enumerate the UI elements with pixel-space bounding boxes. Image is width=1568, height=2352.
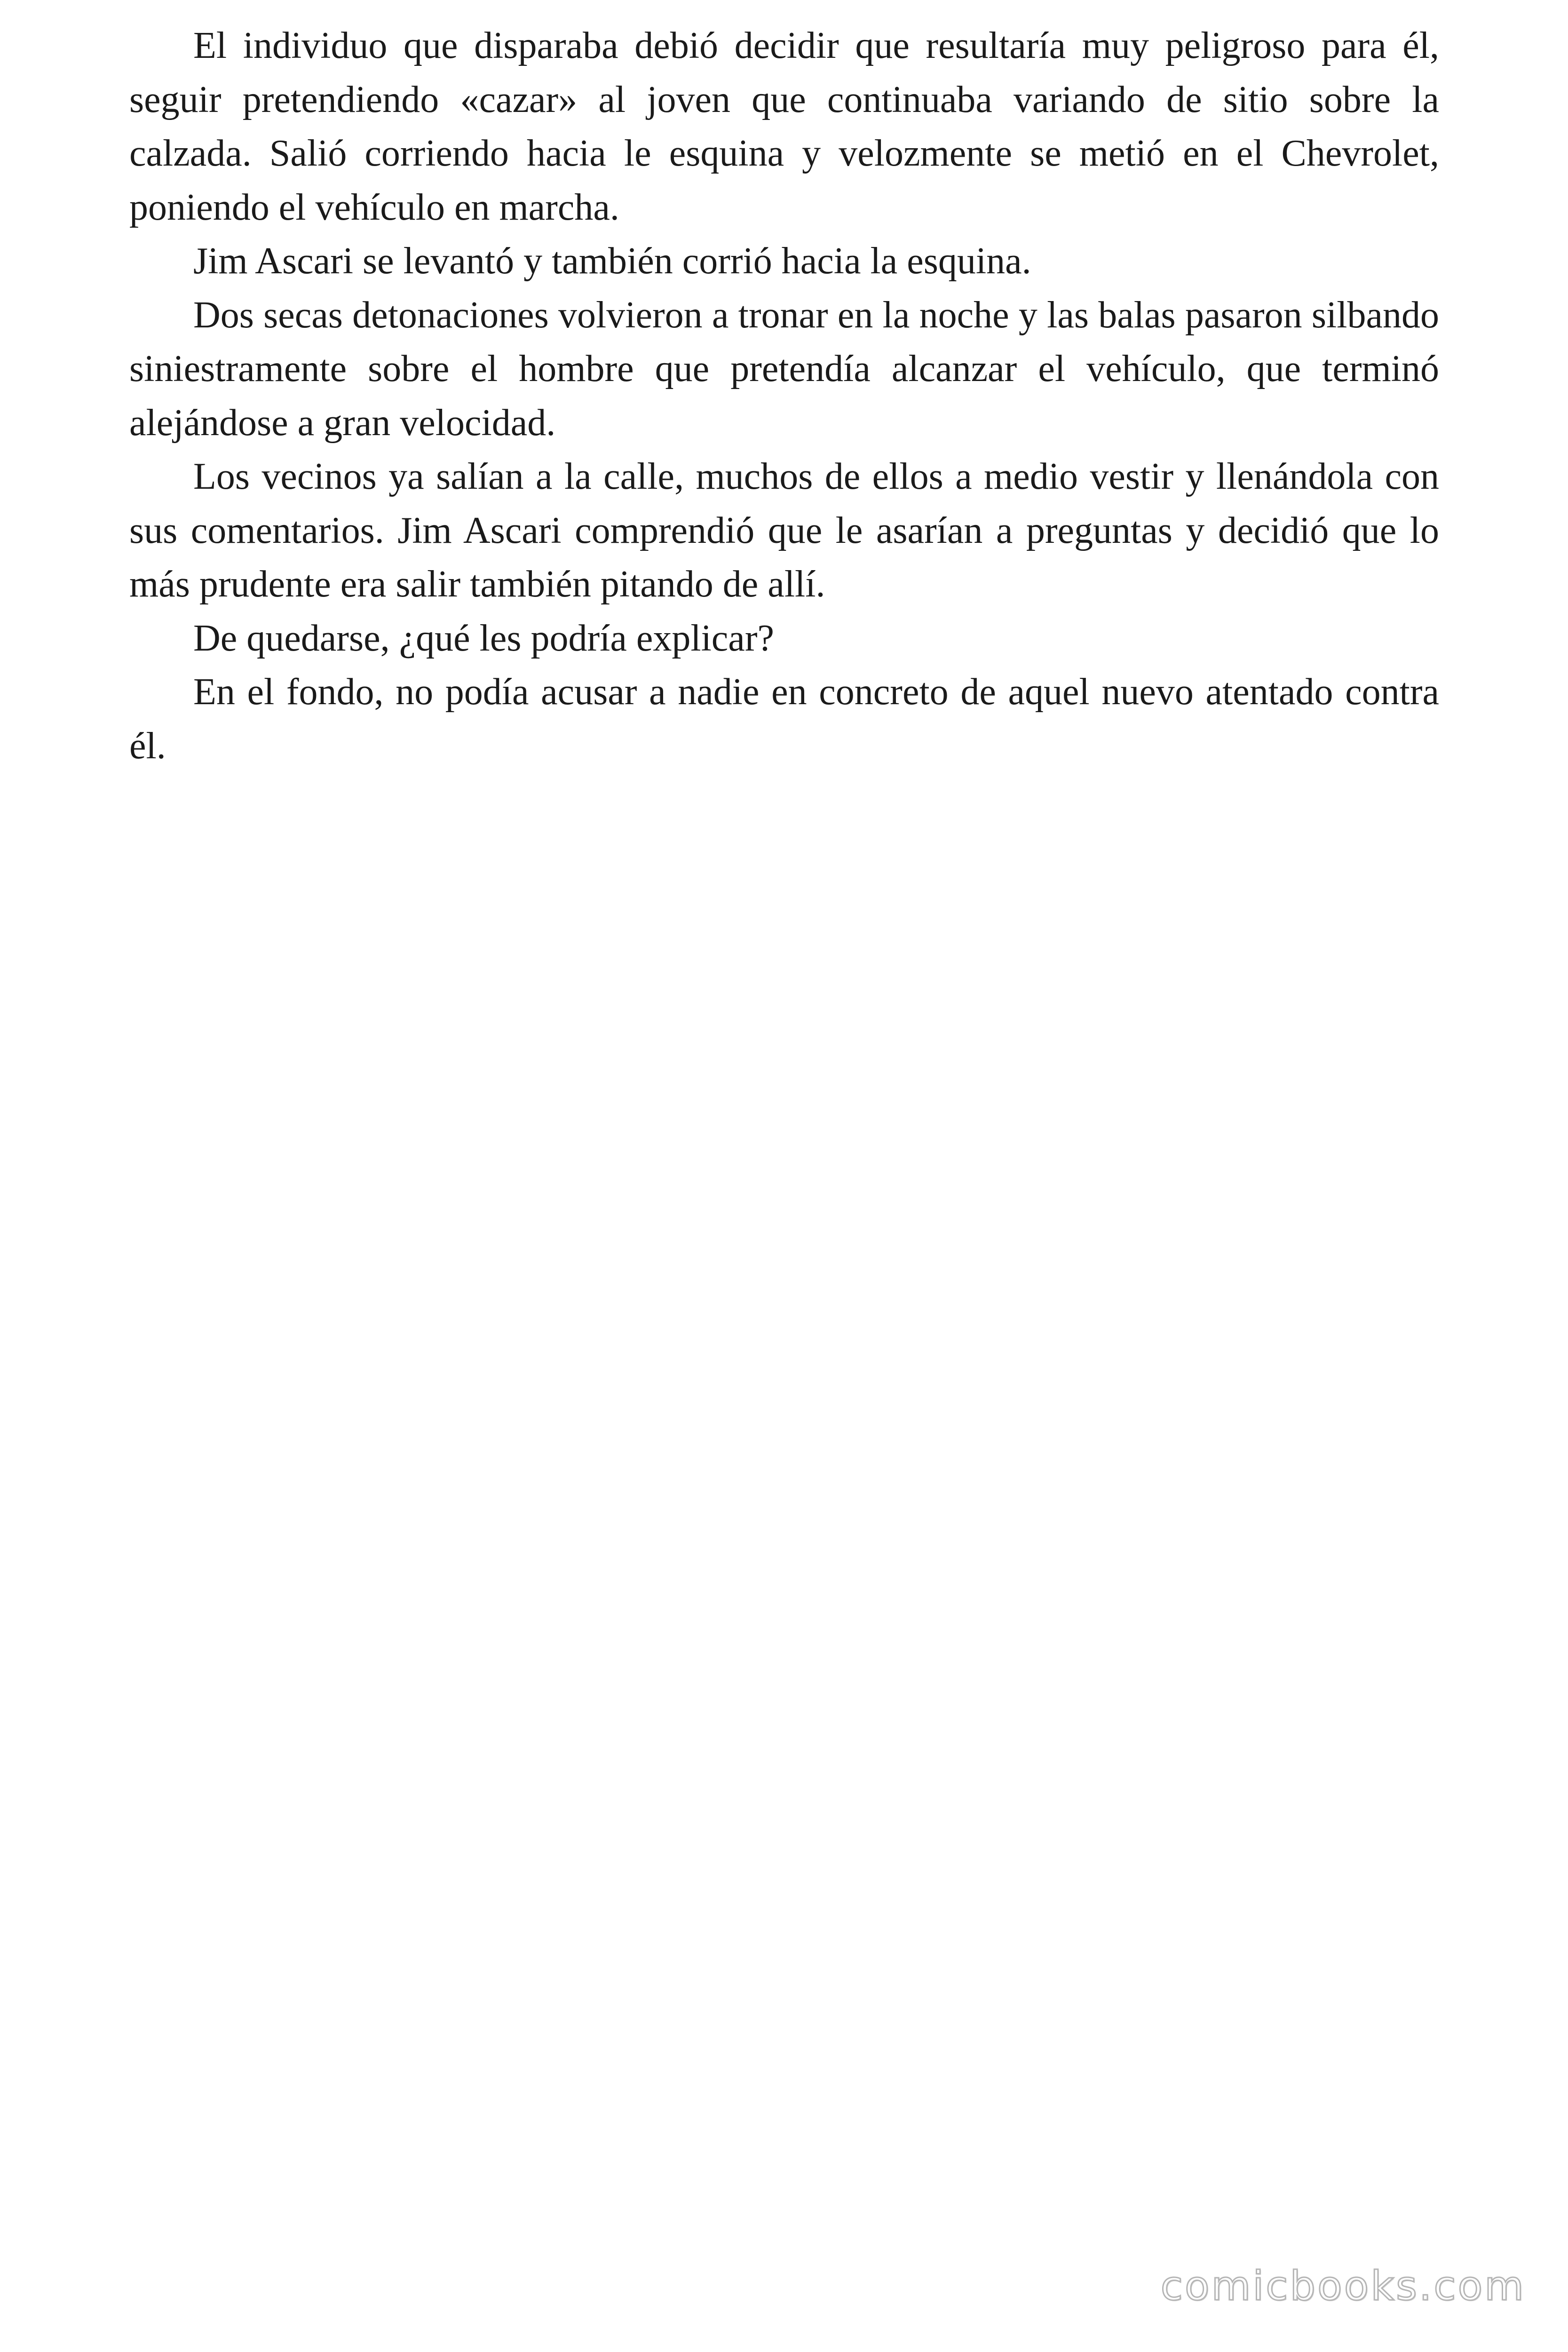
watermark: comicbooks.com — [1160, 2263, 1526, 2310]
body-text — [129, 19, 1439, 773]
paragraph: Los vecinos ya salían a la calle, muchos de ellos a medio vestir y llenándola con sus comentarios. Jim Ascari comprendió que le asarían a preguntas y decidió que lo más prudente era salir también pitando de allí. — [129, 456, 1439, 605]
paragraph: Dos secas detonaciones volvieron a tronar en la noche y las balas pasaron silbando siniestramente sobre el hombre que pretendía alcanzar el vehículo, que terminó alejándose a gran velocidad. — [129, 294, 1439, 444]
paragraph: De quedarse, ¿qué les podría explicar? — [193, 617, 774, 659]
paragraph: El individuo que disparaba debió decidir que resultaría muy peligroso para él, seguir pretendiendo «cazar» al joven que continuaba variando de sitio sobre la calzada. Salió corriendo hacia le esquina y velozmente se metió en el Chevrolet, poniendo el vehículo en marcha. — [129, 25, 1439, 228]
paragraph: Jim Ascari se levantó y también corrió hacia la esquina. — [193, 240, 1031, 282]
paragraph: En el fondo, no podía acusar a nadie en concreto de aquel nuevo atentado contra él. — [129, 671, 1439, 767]
